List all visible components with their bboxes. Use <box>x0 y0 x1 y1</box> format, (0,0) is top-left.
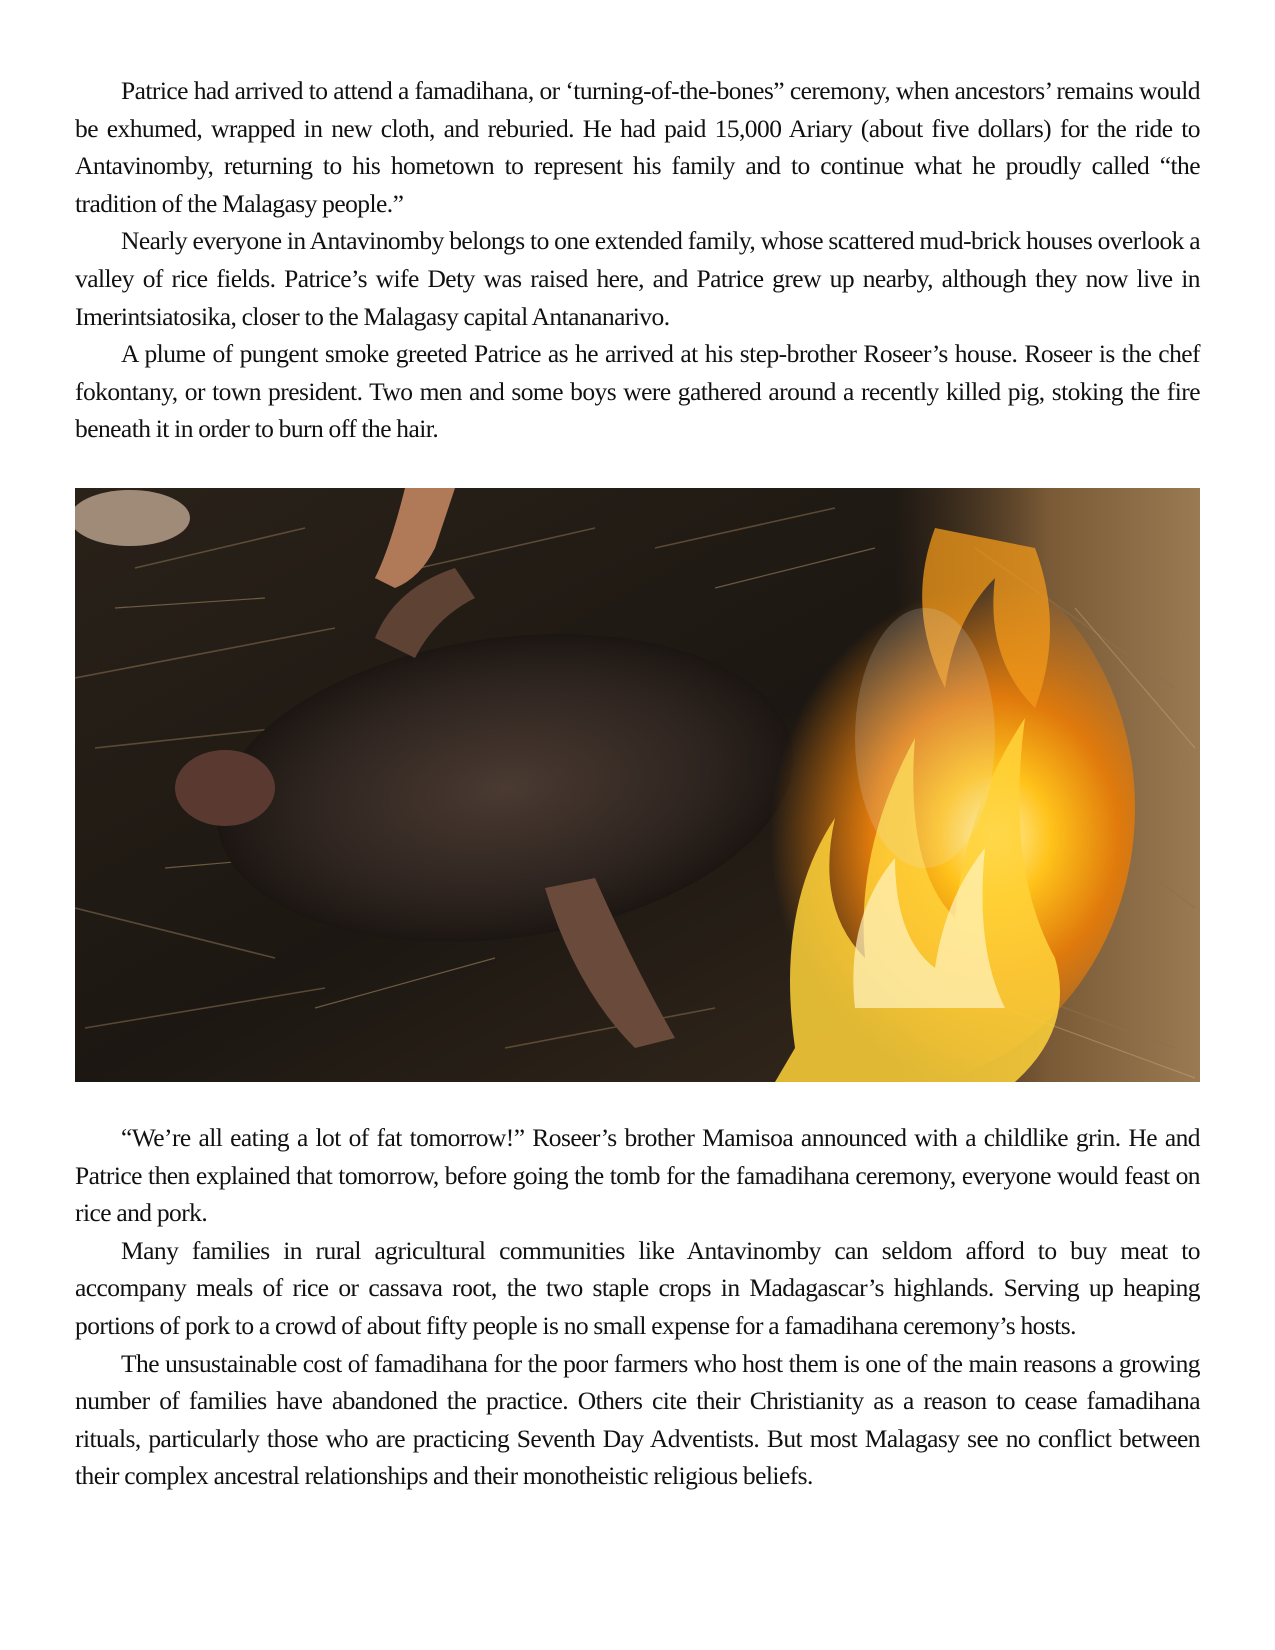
paragraph: A plume of pungent smoke greeted Patrice as he arrived at his step-brother Roseer’s house. Roseer is the chef fokontany, or town president. Two men and some boys were gathered around a recently killed pig, stoking the fire beneath it in order to burn off the hair. <box>75 339 1200 444</box>
paragraph: “We’re all eating a lot of fat tomorrow!” Roseer’s brother Mamisoa announced with a childlike grin. He and Patrice then explained that tomorrow, before going the tomb for the famadihana ceremony, everyone would feast on rice and pork. <box>75 1123 1200 1228</box>
paragraph: Nearly everyone in Antavinomby belongs to one extended family, whose scattered mud-brick houses overlook a valley of rice fields. Patrice’s wife Dety was raised here, and Patrice grew up nearby, although they now live in Imerintsiatosika, closer to the Malagasy capital Antananarivo. <box>75 226 1200 331</box>
paragraph: Patrice had arrived to attend a famadihana, or ‘turning-of-the-bones” ceremony, when ancestors’ remains would be exhumed, wrapped in new cloth, and reburied. He had paid 15,000 Ariary (about five dollars) for the ride to Antavinomby, returning to his hometown to represent his family and to continue what he proudly called “the tradition of the Malagasy people.” <box>75 76 1200 218</box>
top-text-block <box>75 72 1200 448</box>
photo-pig-roasting-fire <box>75 488 1200 1082</box>
paragraph: Many families in rural agricultural communities like Antavinomby can seldom afford to buy meat to accompany meals of rice or cassava root, the two staple crops in Madagascar’s highlands. Serving up heaping portions of pork to a crowd of about fifty people is no small expense for a famadihana ceremony’s hosts. <box>75 1235 1200 1340</box>
bottom-text-block <box>75 1119 1200 1495</box>
paragraph: The unsustainable cost of famadihana for the poor farmers who host them is one of the main reasons a growing number of families have abandoned the practice. Others cite their Christianity as a reason to cease famadihana rituals, particularly those who are practicing Seventh Day Adventists. But most Malagasy see no conflict between their complex ancestral relationships and their monotheistic religious beliefs. <box>75 1348 1200 1491</box>
